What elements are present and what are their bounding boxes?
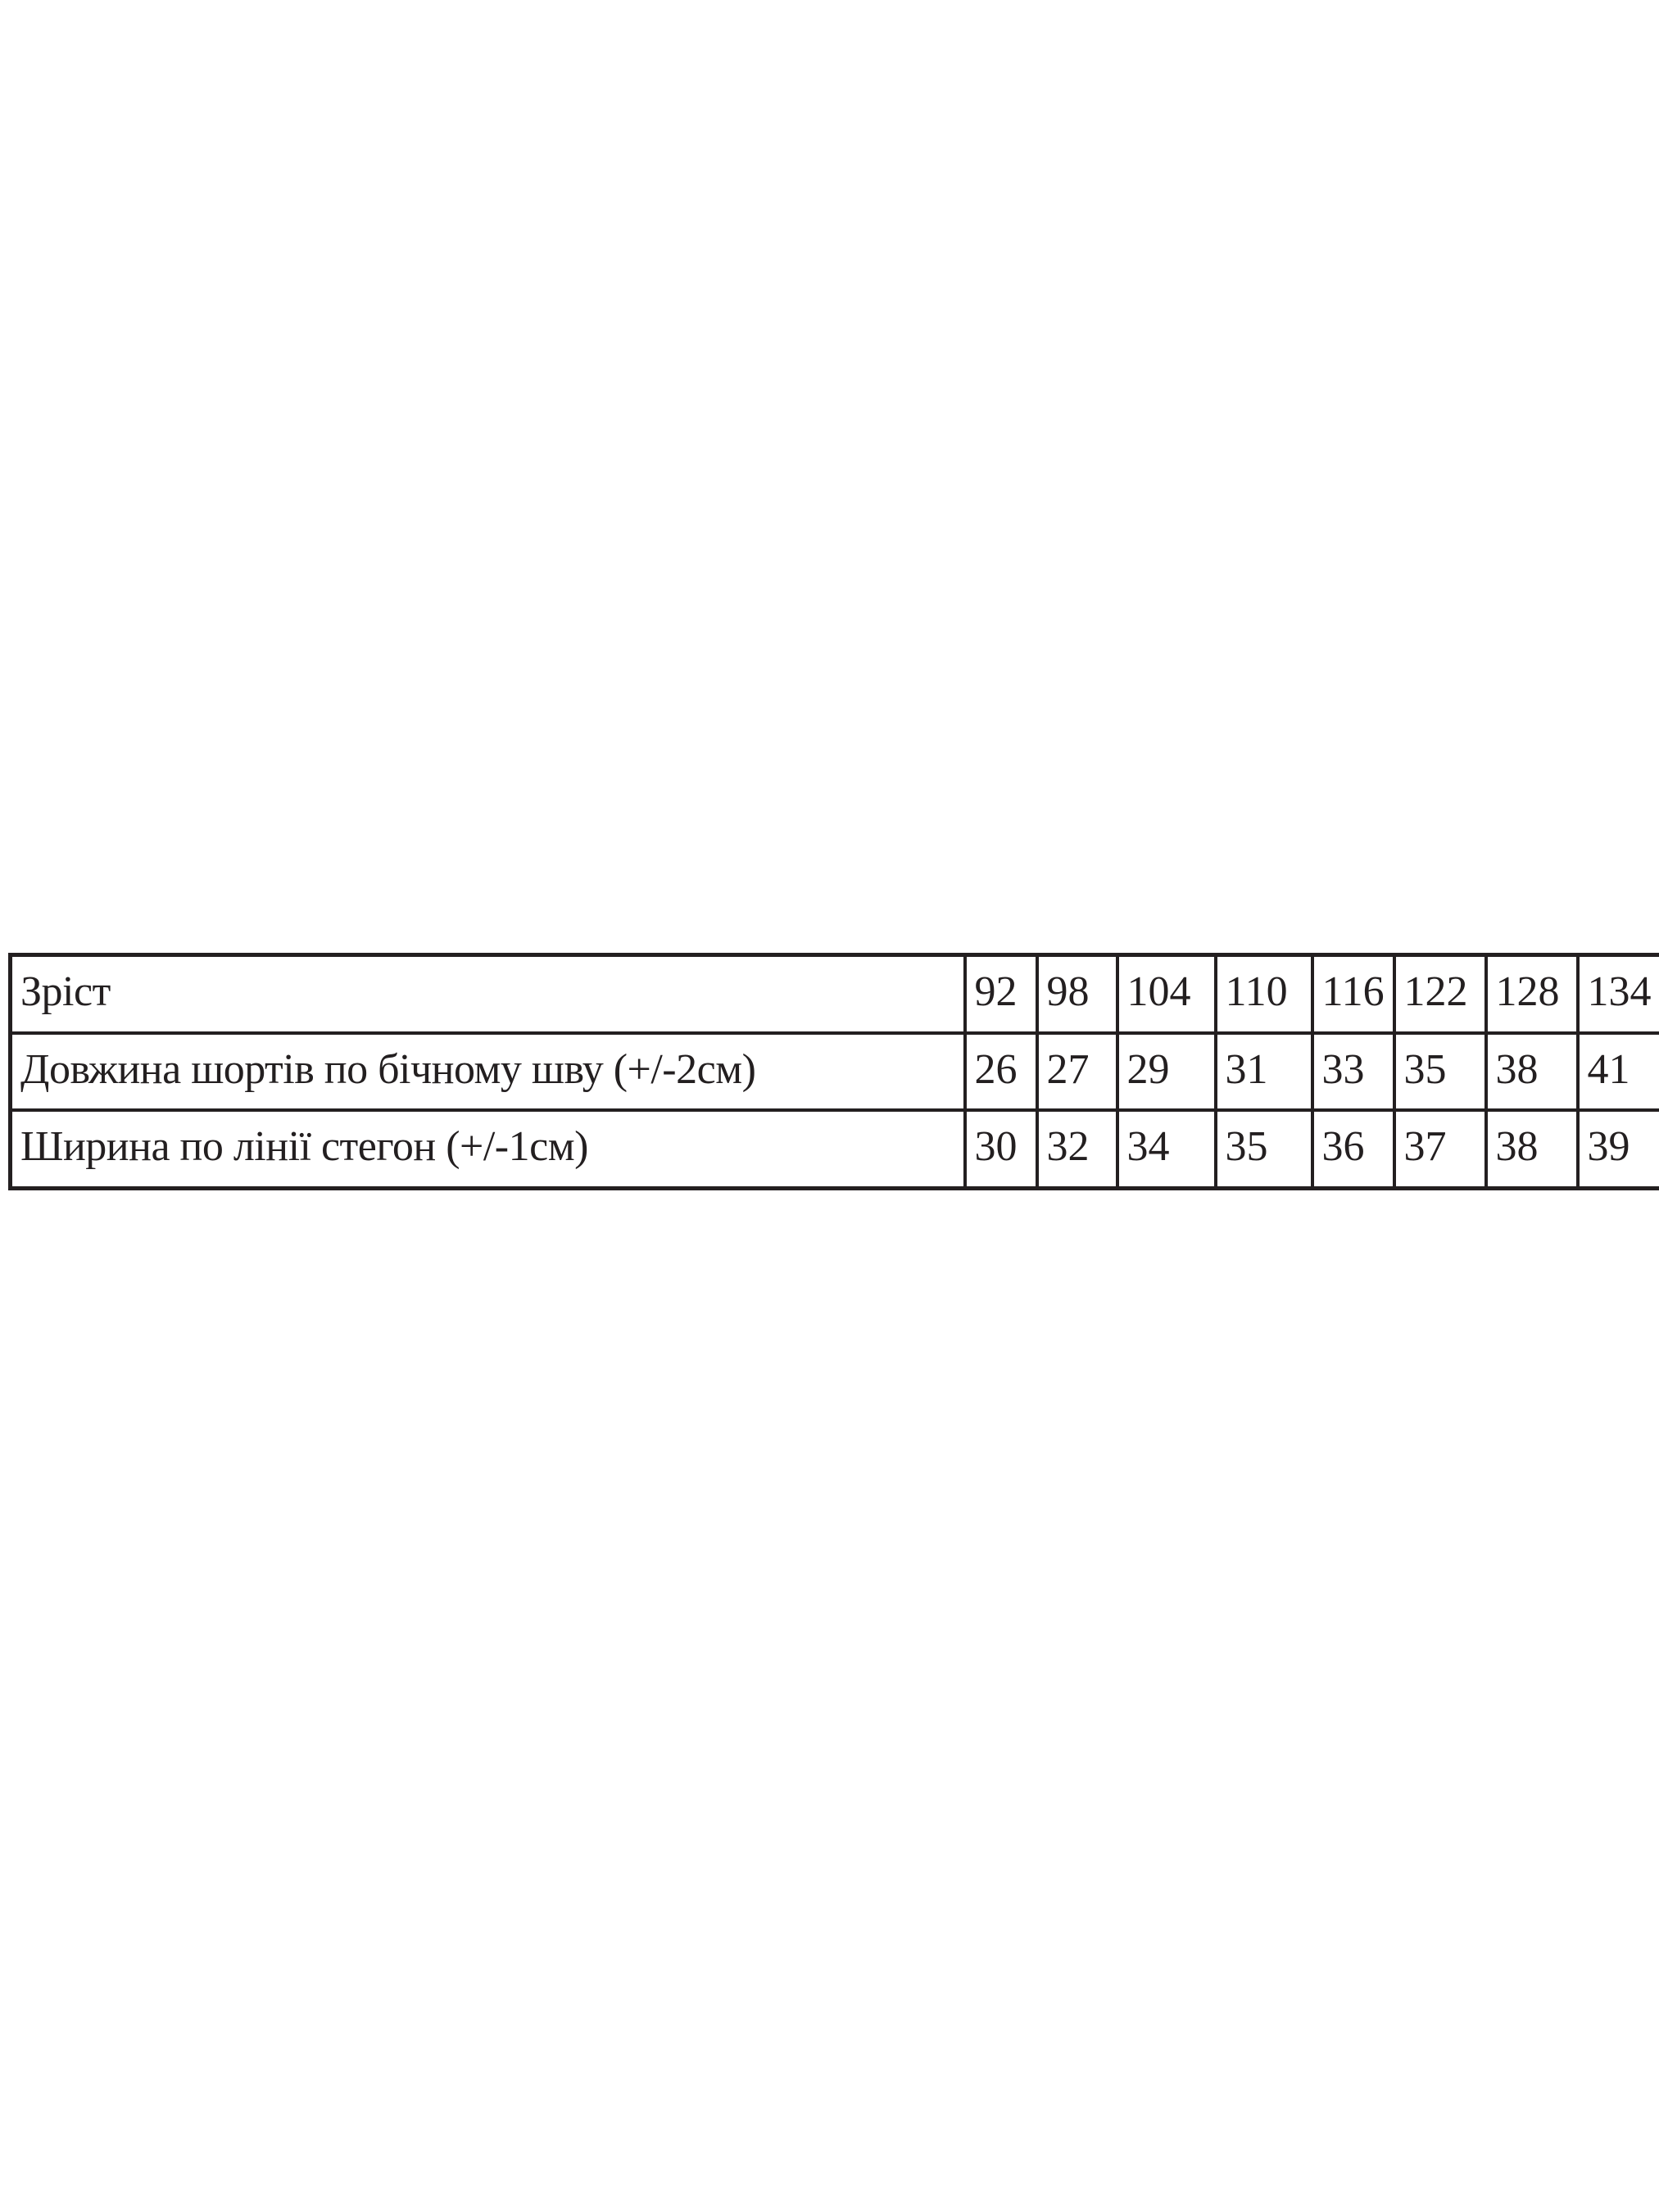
cell-shorts-length-116: 33 [1312,1033,1394,1111]
cell-height-92: 92 [965,955,1037,1033]
row-label-height: Зріст [11,955,965,1033]
cell-shorts-length-128: 38 [1486,1033,1578,1111]
cell-shorts-length-98: 27 [1037,1033,1117,1111]
cell-hip-width-128: 38 [1486,1110,1578,1188]
table-row [11,955,1659,1033]
cell-height-122: 122 [1394,955,1486,1033]
cell-height-128: 128 [1486,955,1578,1033]
cell-shorts-length-92: 26 [965,1033,1037,1111]
cell-shorts-length-110: 31 [1216,1033,1312,1111]
cell-hip-width-98: 32 [1037,1110,1117,1188]
cell-hip-width-134: 39 [1578,1110,1659,1188]
cell-height-110: 110 [1216,955,1312,1033]
cell-shorts-length-134: 41 [1578,1033,1659,1111]
cell-height-98: 98 [1037,955,1117,1033]
cell-hip-width-116: 36 [1312,1110,1394,1188]
size-chart-container [8,953,1651,1190]
cell-height-104: 104 [1117,955,1216,1033]
cell-height-134: 134 [1578,955,1659,1033]
table-row [11,1110,1659,1188]
table-row [11,1033,1659,1111]
cell-hip-width-104: 34 [1117,1110,1216,1188]
row-label-hip-width: Ширина по лінії стегон (+/-1см) [11,1110,965,1188]
row-label-shorts-length: Довжина шортів по бічному шву (+/-2см) [11,1033,965,1111]
cell-hip-width-92: 30 [965,1110,1037,1188]
cell-shorts-length-122: 35 [1394,1033,1486,1111]
cell-hip-width-122: 37 [1394,1110,1486,1188]
cell-hip-width-110: 35 [1216,1110,1312,1188]
size-chart-table [8,953,1659,1190]
cell-height-116: 116 [1312,955,1394,1033]
cell-shorts-length-104: 29 [1117,1033,1216,1111]
